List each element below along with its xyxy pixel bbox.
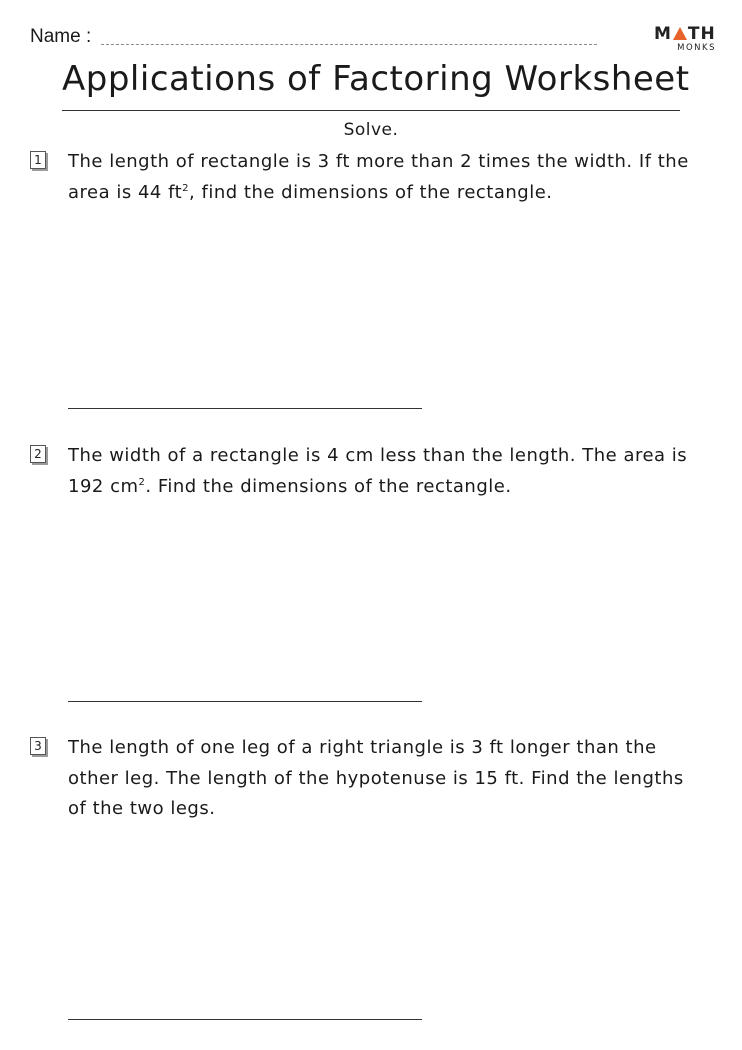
- superscript: 2: [138, 476, 146, 488]
- math-monks-logo: [654, 24, 720, 58]
- question-text: [68, 441, 708, 502]
- answer-line-1[interactable]: [68, 408, 422, 409]
- question-text-tail: , find the dimensions of the rectangle.: [189, 181, 553, 203]
- question-number: 3: [30, 737, 46, 755]
- question-text-main: The length of one leg of a right triangle is 3 ft longer than the other leg. The length of the hypotenuse is 15 ft. Find the lengths of the two legs.: [68, 737, 684, 819]
- question-text-main: The length of rectangle is 3 ft more than 2 times the width. If the area is 44 ft: [68, 151, 689, 203]
- worksheet-title: Applications of Factoring Worksheet: [62, 59, 690, 99]
- question-number: 1: [30, 151, 46, 169]
- logo-letters-left: M: [654, 24, 672, 44]
- logo-letters-right: TH: [687, 24, 716, 44]
- logo-wordmark: [654, 24, 716, 44]
- superscript: 2: [182, 182, 190, 194]
- instructions: Solve.: [343, 120, 399, 140]
- question-text: [68, 733, 708, 825]
- answer-line-2[interactable]: [68, 701, 422, 702]
- answer-line-3[interactable]: [68, 1019, 422, 1020]
- question-text: [68, 147, 708, 208]
- title-divider: [62, 110, 680, 111]
- logo-subtext: MONKS: [677, 43, 716, 53]
- question-text-tail: . Find the dimensions of the rectangle.: [145, 475, 512, 497]
- name-label: Name :: [30, 26, 92, 47]
- name-field[interactable]: [101, 44, 597, 45]
- triangle-icon: [673, 27, 687, 40]
- question-text-main: The width of a rectangle is 4 cm less than the length. The area is 192 cm: [68, 445, 688, 497]
- question-number: 2: [30, 445, 46, 463]
